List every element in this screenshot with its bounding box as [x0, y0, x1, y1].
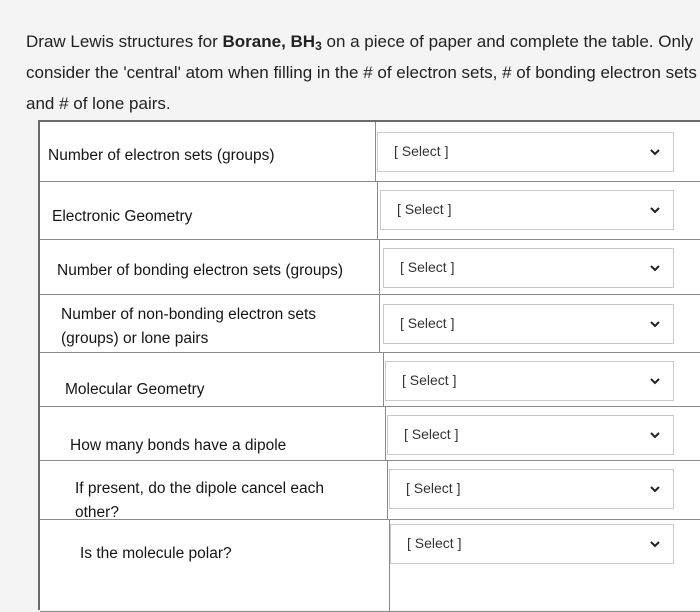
select-placeholder: [ Select ] — [402, 372, 457, 388]
table-row — [40, 182, 700, 240]
column-divider — [379, 240, 380, 294]
column-divider — [379, 295, 380, 352]
instructions — [26, 26, 698, 119]
answer-select[interactable] — [377, 132, 674, 172]
chevron-down-icon — [649, 262, 661, 274]
answer-select[interactable] — [390, 524, 674, 564]
answer-table — [38, 120, 700, 610]
answer-select[interactable] — [389, 469, 674, 509]
column-divider — [383, 353, 384, 406]
column-divider — [385, 407, 386, 460]
select-placeholder: [ Select ] — [400, 315, 455, 331]
table-row — [40, 295, 700, 353]
chevron-down-icon — [649, 318, 661, 330]
chevron-down-icon — [649, 204, 661, 216]
row-label-text: Number of electron sets (groups) — [48, 147, 275, 164]
table-row — [40, 122, 700, 182]
table-row — [40, 240, 700, 295]
row-label-text: (groups) or lone pairs — [61, 330, 209, 347]
answer-select[interactable] — [387, 415, 674, 455]
row-label-text: Is the molecule polar? — [80, 545, 232, 562]
instructions-text: on a piece of paper and complete the table. Only — [321, 32, 694, 51]
answer-select[interactable] — [383, 304, 674, 344]
chevron-down-icon — [649, 429, 661, 441]
instructions-text: Draw Lewis structures for — [26, 32, 223, 51]
compound-formula: Borane, BH — [222, 32, 316, 51]
table-row — [40, 353, 700, 407]
table-row — [40, 520, 700, 612]
answer-select[interactable] — [385, 361, 674, 401]
instructions-line-1 — [26, 26, 698, 57]
row-label-text: Molecular Geometry — [65, 381, 205, 398]
row-label-text: If present, do the dipole cancel each — [75, 480, 325, 497]
column-divider — [387, 461, 388, 519]
select-placeholder: [ Select ] — [404, 426, 459, 442]
select-placeholder: [ Select ] — [400, 259, 455, 275]
chevron-down-icon — [649, 375, 661, 387]
column-divider — [375, 122, 376, 181]
instructions-line-3: and # of lone pairs. — [26, 94, 171, 113]
select-placeholder: [ Select ] — [407, 535, 462, 551]
select-placeholder: [ Select ] — [394, 143, 449, 159]
select-placeholder: [ Select ] — [406, 480, 461, 496]
chevron-down-icon — [649, 538, 661, 550]
answer-select[interactable] — [383, 248, 674, 288]
row-label-text: Number of bonding electron sets (groups) — [57, 262, 344, 279]
compound-subscript: 3 — [315, 39, 322, 53]
column-divider — [377, 182, 378, 239]
row-label-text: Electronic Geometry — [52, 208, 193, 225]
chevron-down-icon — [649, 146, 661, 158]
table-row — [40, 407, 700, 461]
row-label-text: How many bonds have a dipole — [70, 437, 287, 454]
answer-select[interactable] — [380, 190, 674, 230]
chevron-down-icon — [649, 483, 661, 495]
select-placeholder: [ Select ] — [397, 201, 452, 217]
row-label-text: Number of non-bonding electron sets — [61, 306, 317, 323]
compound-name — [223, 32, 322, 51]
instructions-line-2: consider the 'central' atom when filling in the # of electron sets, # of bonding electron sets — [26, 63, 697, 82]
table-row — [40, 461, 700, 520]
row-label-text: other? — [75, 504, 119, 521]
